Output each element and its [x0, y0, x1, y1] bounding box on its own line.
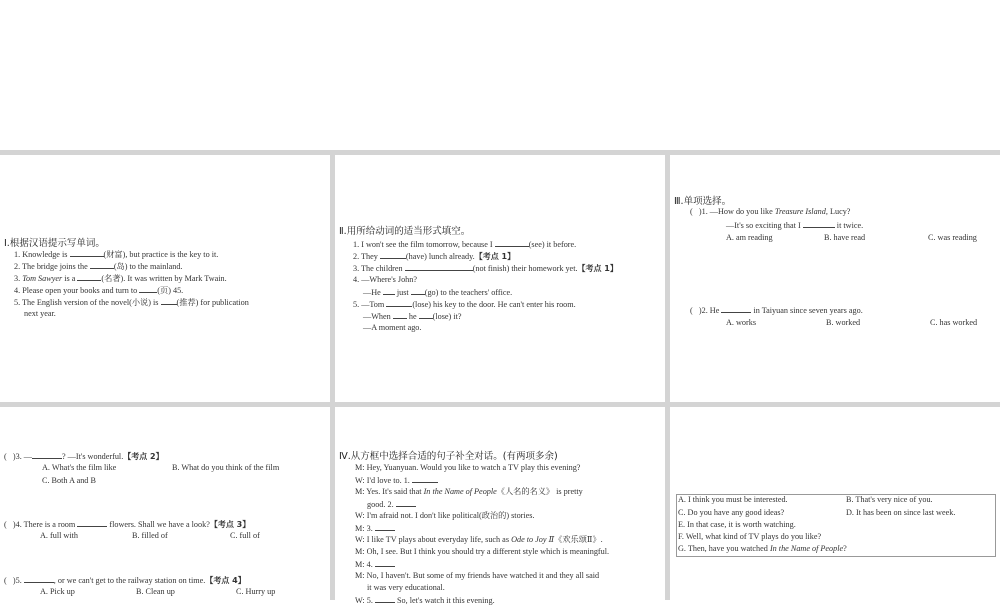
dialogue-line-2: W: I'd love to. 1. [355, 474, 438, 486]
dialogue-line-9-cont: it was very educational. [367, 583, 445, 592]
panel-section-2 [335, 155, 665, 402]
s4-q5: ( )5. , or we can't get to the railway station on time.【考点 4】 [4, 576, 246, 585]
s3-q1-option-b: B. have read [824, 233, 866, 242]
panel-section-5 [335, 407, 665, 605]
s1-item-3: 3. Tom Sawyer is a (名著). It was written by Mark Twain. [14, 274, 227, 283]
s4-q4-option-c: C. full of [230, 531, 260, 540]
section-5-title: Ⅳ.从方框中选择合适的句子补全对话。(有两项多余) [339, 451, 558, 462]
s2-item-4-reply: —He just (go) to the teachers' office. [363, 288, 513, 297]
dialogue-line-7: M: Oh, I see. But I think you should try a different style which is meaningful. [355, 547, 610, 556]
box-option-e: E. In that case, it is worth watching. [678, 520, 796, 529]
s2-item-5-answer: —A moment ago. [363, 323, 422, 332]
s3-q2-option-b: B. worked [826, 318, 861, 327]
box-option-c: C. Do you have any good ideas? [678, 508, 785, 517]
s3-q1-line2: —It's so exciting that I it twice. [726, 221, 864, 230]
dialogue-line-3: M: Yes. It's said that In the Name of People《人名的名义》 is pretty [355, 487, 583, 496]
s3-q1-option-c: C. was reading [928, 233, 977, 242]
s4-q3-option-b: B. What do you think of the film [172, 463, 280, 472]
s4-q4-option-b: B. filled of [132, 531, 168, 540]
s2-item-3: 3. The children (not finish) their homework yet.【考点 1】 [353, 264, 618, 273]
s4-q3-option-a: A. What's the film like [42, 463, 117, 472]
s4-q5-option-a: A. Pick up [40, 587, 75, 596]
s3-q1-option-a: A. am reading [726, 233, 773, 242]
panel-section-4 [0, 407, 330, 600]
s3-q2: ( )2. He in Taiyuan since seven years ago. [690, 306, 863, 315]
section-2-title: Ⅱ.用所给动词的适当形式填空。 [339, 226, 471, 237]
box-option-b: B. That's very nice of you. [846, 495, 933, 504]
dialogue-line-3-cont: good. 2. [367, 498, 416, 510]
panel-section-3 [670, 155, 1000, 402]
section-1-title: Ⅰ.根据汉语提示写单词。 [4, 238, 105, 249]
box-option-f: F. Well, what kind of TV plays do you like? [678, 532, 822, 541]
s1-item-1: 1. Knowledge is (财富), but practice is the key to it. [14, 250, 219, 259]
dialogue-line-9: M: No, I haven't. But some of my friends have watched it and they all said [355, 571, 600, 580]
s1-item-4: 4. Please open your books and turn to (页) 45. [14, 286, 184, 295]
s4-q3: ( )3. — ? —It's wonderful.【考点 2】 [4, 452, 164, 461]
dialogue-line-10: W: 5. So, let's watch it this evening. [355, 596, 495, 605]
dialogue-line-4: W: I'm afraid not. I don't like political(政治的) stories. [355, 511, 535, 520]
s1-item-5-cont: next year. [24, 309, 56, 318]
s2-item-5: 5. —Tom (lose) his key to the door. He can't enter his room. [353, 300, 576, 309]
box-option-a: A. I think you must be interested. [678, 495, 788, 504]
s2-item-4: 4. —Where's John? [353, 275, 418, 284]
s4-q4-option-a: A. full with [40, 531, 78, 540]
s2-item-1: 1. I won't see the film tomorrow, because I (see) it before. [353, 240, 577, 249]
s2-item-5-question: —When he (lose) it? [363, 312, 462, 321]
dialogue-line-1: M: Hey, Yuanyuan. Would you like to watch a TV play this evening? [355, 463, 581, 472]
dialogue-line-5: M: 3. [355, 522, 395, 534]
dialogue-line-8: M: 4. [355, 558, 395, 570]
dialogue-line-6: W: I like TV plays about everyday life, such as Ode to Joy Ⅱ《欢乐颂Ⅱ》. [355, 535, 603, 544]
s3-q2-option-a: A. works [726, 318, 757, 327]
s4-q5-option-c: C. Hurry up [236, 587, 276, 596]
s1-item-5: 5. The English version of the novel(小说) is (推荐) for publication [14, 298, 249, 307]
box-option-d: D. It has been on since last week. [846, 508, 956, 517]
s2-item-2: 2. They (have) lunch already.【考点 1】 [353, 252, 516, 261]
s3-q2-option-c: C. has worked [930, 318, 978, 327]
s4-q5-option-b: B. Clean up [136, 587, 175, 596]
box-option-g: G. Then, have you watched In the Name of People? [678, 544, 847, 553]
panel-section-6 [670, 407, 1000, 600]
s3-q1: ( )1. —How do you like Treasure Island, Lucy? [690, 207, 851, 216]
s4-q4: ( )4. There is a room flowers. Shall we have a look?【考点 3】 [4, 520, 251, 529]
s4-q3-option-c: C. Both A and B [42, 476, 96, 485]
s1-item-2: 2. The bridge joins the (岛) to the mainland. [14, 262, 183, 271]
panel-section-1 [0, 155, 330, 402]
section-3-title: Ⅲ.单项选择。 [674, 196, 732, 207]
